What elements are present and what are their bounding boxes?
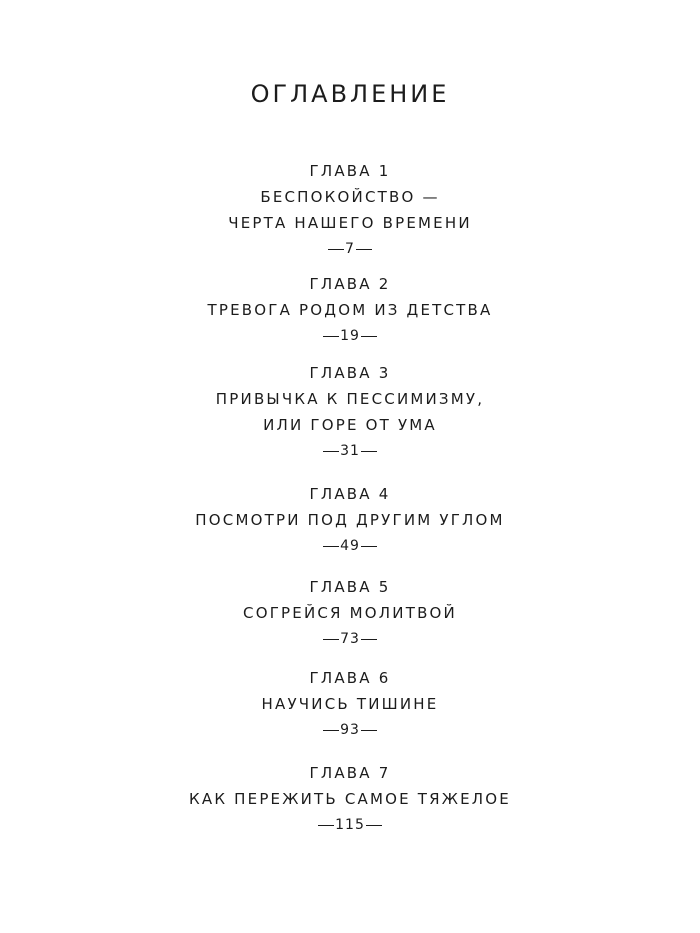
page-number-value: 19 bbox=[340, 328, 360, 344]
page-number-value: 7 bbox=[345, 241, 355, 257]
dash-right bbox=[361, 639, 377, 640]
chapter-title-line: ПОСМОТРИ ПОД ДРУГИМ УГЛОМ bbox=[195, 511, 505, 529]
dash-left bbox=[323, 639, 339, 640]
dash-left bbox=[323, 451, 339, 452]
chapter-title-line: БЕСПОКОЙСТВО — bbox=[260, 188, 440, 206]
chapter-page-number bbox=[0, 438, 700, 464]
chapter-label: ГЛАВА 3 bbox=[309, 364, 391, 382]
chapter-label: ГЛАВА 6 bbox=[309, 669, 391, 687]
chapter-page-number bbox=[0, 533, 700, 559]
dash-right bbox=[361, 451, 377, 452]
page-number-value: 31 bbox=[340, 443, 360, 459]
chapter-title-line: СОГРЕЙСЯ МОЛИТВОЙ bbox=[243, 604, 457, 622]
page-number-value: 49 bbox=[340, 538, 360, 554]
dash-left bbox=[328, 249, 344, 250]
toc-entry-chapter-7[interactable] bbox=[0, 760, 700, 838]
chapter-label: ГЛАВА 4 bbox=[309, 485, 391, 503]
chapter-title-line: НАУЧИСЬ ТИШИНЕ bbox=[261, 695, 439, 713]
dash-left bbox=[323, 546, 339, 547]
dash-left bbox=[323, 336, 339, 337]
chapter-title-line: КАК ПЕРЕЖИТЬ САМОЕ ТЯЖЕЛОЕ bbox=[189, 790, 511, 808]
dash-left bbox=[323, 730, 339, 731]
toc-entry-chapter-3[interactable] bbox=[0, 360, 700, 464]
dash-left bbox=[318, 825, 334, 826]
chapter-page-number bbox=[0, 812, 700, 838]
chapter-title-line: ТРЕВОГА РОДОМ ИЗ ДЕТСТВА bbox=[207, 301, 493, 319]
chapter-label: ГЛАВА 1 bbox=[309, 162, 391, 180]
toc-entry-chapter-4[interactable] bbox=[0, 481, 700, 559]
dash-right bbox=[356, 249, 372, 250]
dash-right bbox=[361, 730, 377, 731]
chapter-page-number bbox=[0, 236, 700, 262]
chapter-page-number bbox=[0, 323, 700, 349]
dash-right bbox=[366, 825, 382, 826]
chapter-page-number bbox=[0, 626, 700, 652]
chapter-title-line: ПРИВЫЧКА К ПЕССИМИЗМУ, bbox=[215, 390, 485, 408]
toc-entry-chapter-2[interactable] bbox=[0, 271, 700, 349]
toc-entry-chapter-1[interactable] bbox=[0, 158, 700, 262]
page-number-value: 73 bbox=[340, 631, 360, 647]
toc-entry-chapter-5[interactable] bbox=[0, 574, 700, 652]
chapter-title-line: ЧЕРТА НАШЕГО ВРЕМЕНИ bbox=[228, 214, 472, 232]
page-title: ОГЛАВЛЕНИЕ bbox=[250, 80, 450, 108]
chapter-label: ГЛАВА 7 bbox=[309, 764, 391, 782]
chapter-label: ГЛАВА 2 bbox=[309, 275, 391, 293]
chapter-title-line: ИЛИ ГОРЕ ОТ УМА bbox=[263, 416, 437, 434]
page-number-value: 93 bbox=[340, 722, 360, 738]
dash-right bbox=[361, 336, 377, 337]
chapter-label: ГЛАВА 5 bbox=[309, 578, 391, 596]
page-number-value: 115 bbox=[335, 817, 365, 833]
dash-right bbox=[361, 546, 377, 547]
chapter-page-number bbox=[0, 717, 700, 743]
toc-entry-chapter-6[interactable] bbox=[0, 665, 700, 743]
